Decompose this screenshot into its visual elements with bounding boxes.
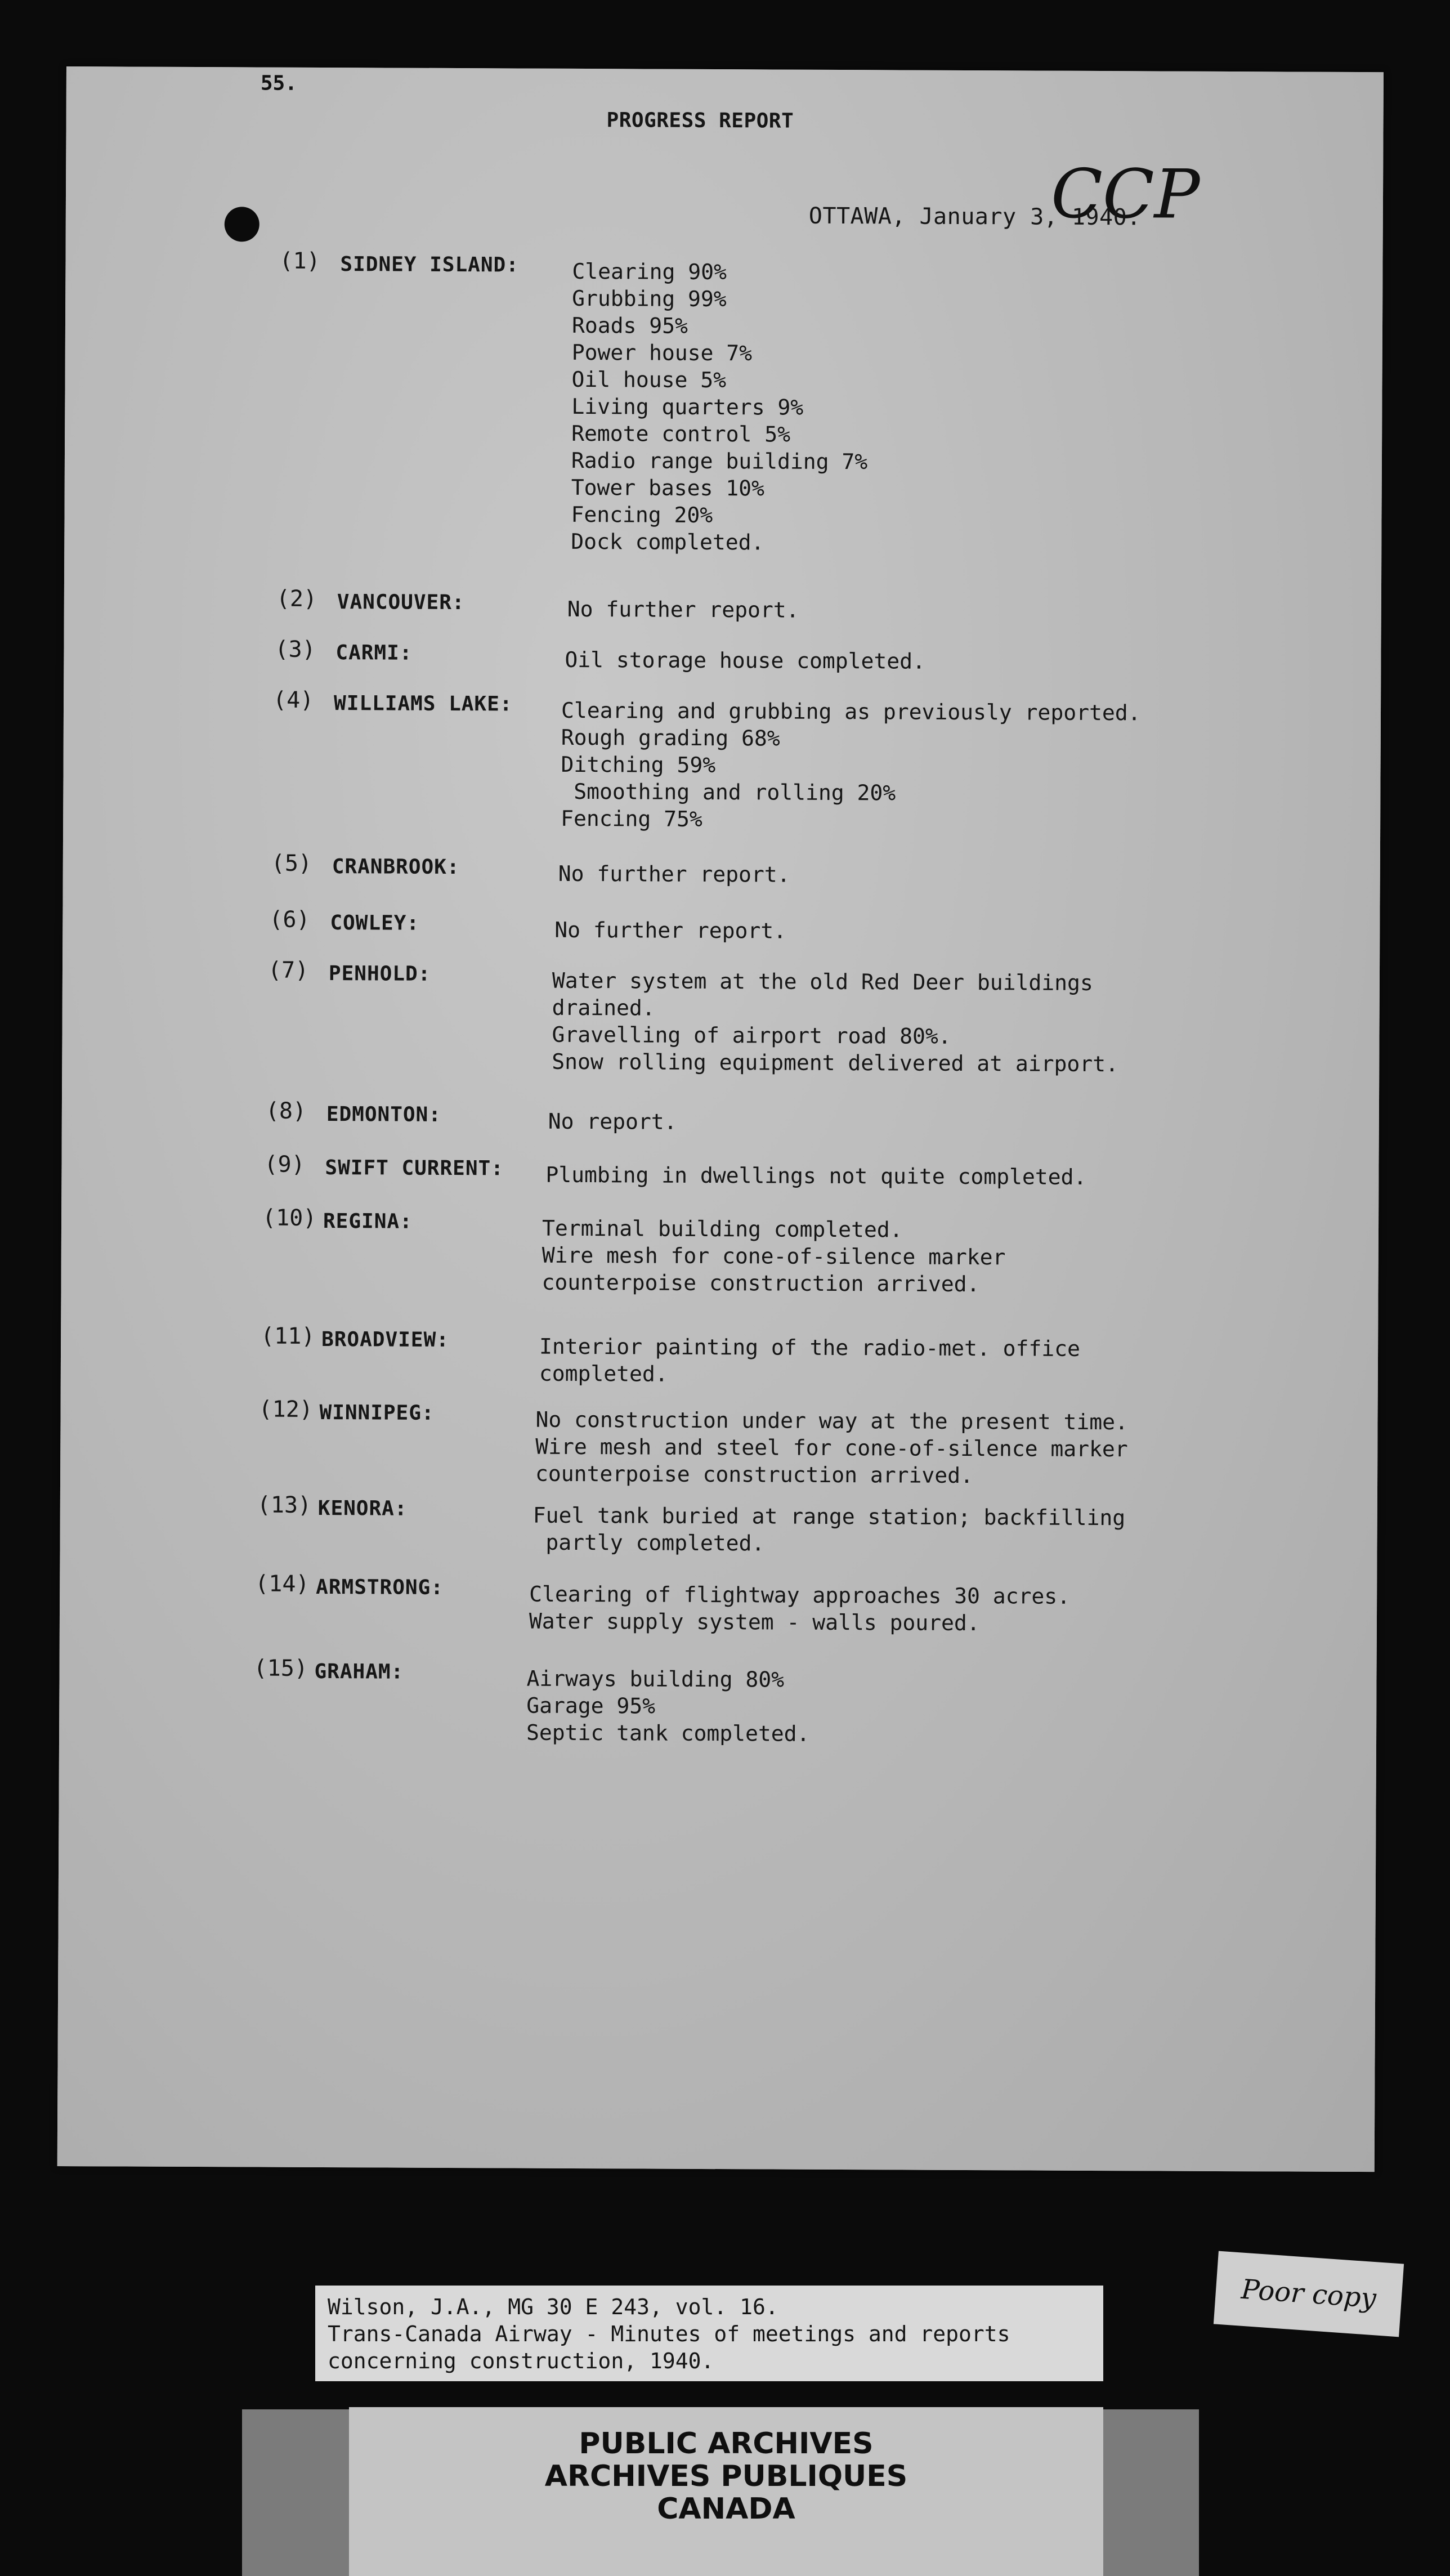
entry-detail-line: No further report. [558, 861, 790, 887]
entry-detail-line: Terminal building completed. [541, 1215, 903, 1242]
entry-detail-line: drained. [552, 995, 655, 1021]
entry-number: (1) [279, 248, 320, 274]
entry-detail-line: Septic tank completed. [526, 1720, 810, 1746]
entry-number: (2) [276, 585, 317, 612]
entry-detail-line: No further report. [554, 917, 787, 943]
entry-number: (3) [275, 636, 316, 663]
entry-location: WINNIPEG: [319, 1401, 435, 1425]
entry-detail-line: Snow rolling equipment delivered at airport. [552, 1049, 1119, 1077]
archive-reference-tag [315, 2286, 1103, 2381]
entry-location: COWLEY: [330, 911, 420, 935]
archive-tag-line: Trans-Canada Airway - Minutes of meetings and reports [328, 2322, 1010, 2346]
entry-detail-line: Radio range building 7% [571, 448, 868, 475]
entry-detail-line: Water system at the old Red Deer buildings [552, 968, 1093, 995]
entry-detail-line: Water supply system - walls poured. [529, 1608, 980, 1636]
entry-detail-line: Gravelling of airport road 80%. [552, 1022, 951, 1049]
entry-location: KENORA: [317, 1496, 408, 1520]
entry-detail-line: Living quarters 9% [571, 393, 804, 420]
stamp-line: ARCHIVES PUBLIQUES [544, 2459, 908, 2493]
entry-detail-line: Fuel tank buried at range station; backfilling [532, 1502, 1126, 1531]
entry-number: (15) [253, 1655, 308, 1681]
entry-location: EDMONTON: [326, 1103, 442, 1126]
entry-number: (12) [258, 1396, 314, 1423]
entry-detail-line: Garage 95% [526, 1693, 656, 1719]
entry-detail-line: Rough grading 68% [561, 724, 780, 751]
entry-detail-line: completed. [539, 1361, 668, 1387]
stamp-line: CANADA [657, 2492, 795, 2526]
entry-location: SWIFT CURRENT: [325, 1156, 504, 1180]
entry-detail-line: Power house 7% [571, 339, 753, 366]
entry-location: REGINA: [323, 1210, 413, 1233]
entry-number: (10) [262, 1205, 317, 1231]
entry-detail-line: Wire mesh and steel for cone-of-silence marker [535, 1434, 1128, 1462]
entry-detail-line: No report. [548, 1108, 677, 1134]
entry-location: VANCOUVER: [337, 591, 465, 615]
entry-number: (4) [272, 687, 314, 713]
entry-detail-line: Fencing 75% [561, 806, 702, 831]
entry-location: GRAHAM: [314, 1660, 404, 1684]
entry-location: ARMSTRONG: [316, 1575, 444, 1599]
entry-detail-line: Dock completed. [571, 529, 764, 555]
entry-detail-line: Airways building 80% [526, 1666, 785, 1692]
entry-detail-line: No construction under way at the present time. [535, 1407, 1128, 1435]
archive-tag-line: Wilson, J.A., MG 30 E 243, vol. 16. [328, 2295, 778, 2319]
entry-location: CRANBROOK: [332, 855, 460, 879]
dateline: OTTAWA, January 3, 1940. [808, 203, 1141, 231]
entry-detail-line: Fencing 20% [571, 502, 713, 528]
entry-number: (8) [265, 1098, 307, 1124]
entry-number: (7) [267, 957, 309, 983]
entry-detail-line: Tower bases 10% [571, 475, 765, 501]
entry-detail-line: Oil storage house completed. [565, 647, 926, 674]
punch-hole [225, 207, 259, 242]
entry-detail-line: counterpoise construction arrived. [541, 1269, 980, 1297]
entry-location: WILLIAMS LAKE: [333, 692, 513, 716]
entry-location: PENHOLD: [328, 962, 431, 986]
entry-number: (5) [271, 850, 312, 876]
entry-number: (13) [257, 1492, 312, 1518]
poor-copy-label: Poor copy [1214, 2251, 1404, 2337]
entry-detail-line: Clearing 90% [572, 258, 727, 285]
entry-number: (11) [261, 1323, 315, 1349]
public-archives-stamp [349, 2407, 1103, 2576]
entry-location: BROADVIEW: [321, 1327, 449, 1352]
archive-tag-line: concerning construction, 1940. [328, 2349, 714, 2373]
page-number: 55. [260, 71, 297, 95]
entry-detail-line: Oil house 5% [571, 366, 727, 393]
entry-detail-line: Smoothing and rolling 20% [561, 779, 896, 806]
entry-detail-line: Remote control 5% [571, 421, 791, 447]
entry-detail-line: Interior painting of the radio-met. office [539, 1334, 1081, 1361]
entry-detail-line: Wire mesh for cone-of-silence marker [541, 1242, 1006, 1270]
document-page [57, 66, 1384, 2172]
entry-detail-line: counterpoise construction arrived. [535, 1461, 974, 1488]
entry-number: (9) [264, 1151, 305, 1178]
entry-detail-line: Ditching 59% [561, 752, 716, 778]
entry-detail-line: No further report. [567, 596, 799, 623]
entry-detail-line: Clearing and grubbing as previously reported. [561, 697, 1141, 726]
handwritten-annotation: CCP [1050, 155, 1200, 234]
entry-detail-line: Grubbing 99% [572, 285, 727, 312]
entry-number: (14) [255, 1571, 310, 1597]
entry-number: (6) [269, 906, 310, 933]
report-title: PROGRESS REPORT [606, 109, 794, 133]
entry-detail-line: Clearing of flightway approaches 30 acres. [529, 1581, 1071, 1609]
entry-detail-line: partly completed. [532, 1530, 765, 1556]
entry-detail-line: Plumbing in dwellings not quite completed. [545, 1162, 1087, 1189]
entry-location: CARMI: [335, 641, 413, 665]
entry-detail-line: Roads 95% [571, 312, 688, 338]
entry-location: SIDNEY ISLAND: [340, 253, 519, 277]
stamp-line: PUBLIC ARCHIVES [579, 2427, 874, 2461]
